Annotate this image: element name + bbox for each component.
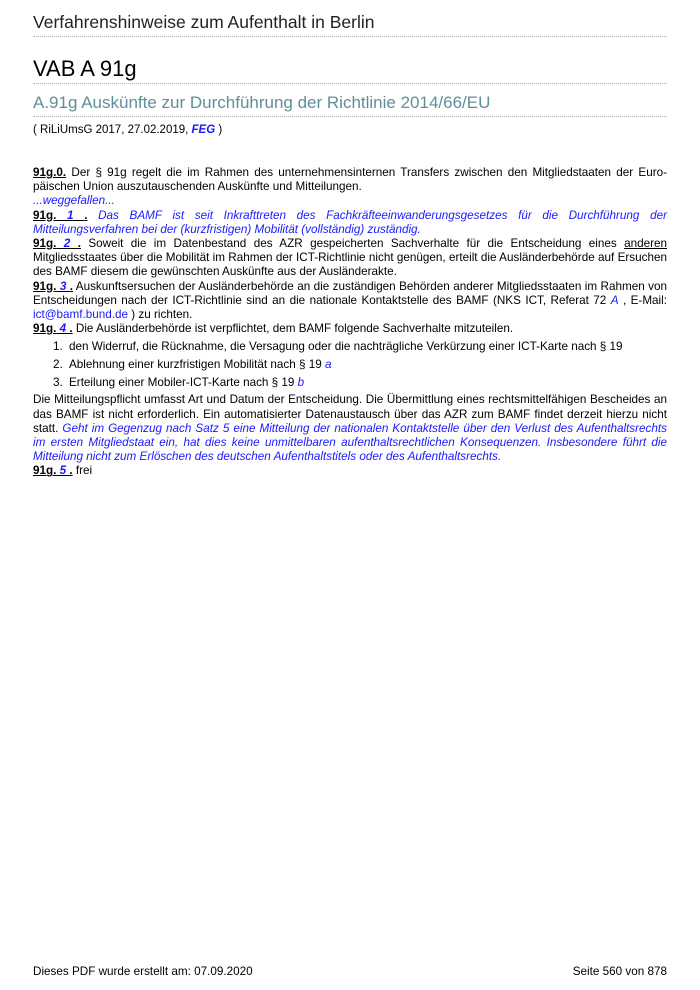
paragraph-text-cont: , E-Mail: [618,293,668,307]
footer-page-number: Seite 560 von 878 [572,965,667,978]
removed-note: ...weggefallen... [33,194,115,208]
paragraph-91g-4 [33,322,667,336]
paragraph-italic-text: Geht im Gegenzug nach Satz 5 eine Mitteilung der nationalen Kontaktstelle über den Verlust des Aufenthaltsrechts im ersten Mitgliedstaat ein, hat dies keine unmittelbaren aufenthaltsrechtlichen Konsequenzen. Insbesondere führt die Mitteilung nicht zum Erlöschen des deutschen Aufenthaltstitels oder des Aufenthaltsrechts. [33,421,667,464]
underlined-word: anderen [624,237,667,251]
referat-a-link[interactable]: A [610,293,619,307]
paragraph-text: Soweit die im Datenbestand des AZR gespeicherten Sachverhalte für die Entscheidung eines [80,237,625,251]
paragraph-text: Der § 91g regelt die im Rahmen des unternehmensinternen Transfers zwischen den Mitgliedstaaten der Euro-päischen Union auszutauschenden Auskünfte und Mitteilungen. [33,166,667,194]
source-line [33,124,222,136]
source-prefix: ( RiLiUmsG 2017, 27.02.2019, [33,124,192,136]
subtitle-divider [33,116,667,117]
section-title: A.91g Auskünfte zur Durchführung der Richtlinie 2014/66/EU [33,93,491,112]
paragraph-91g-2 [33,237,667,280]
feg-link[interactable]: FEG [191,124,216,136]
paragraph-ref[interactable]: 91g. 1 . [33,208,88,222]
paragraph-text: Das BAMF ist seit Inkrafttreten des Fachkräfteeinwanderungsgesetzes für die Durchführung der Mitteilungsverfahren bei der (kurzfristigen) Mobilität (vollständig) zuständig. [33,208,667,236]
section-19b-link[interactable]: b [297,376,305,390]
paragraph-notification-details [33,393,667,464]
section-19a-link[interactable]: a [324,358,332,372]
paragraph-ref[interactable]: 91g. 2 . [33,237,81,251]
title-divider [33,83,667,84]
header-title: Verfahrenshinweise zum Aufenthalt in Berlin [33,12,375,32]
paragraph-ref[interactable]: 91g. 5 . [33,464,73,478]
list-item: 2. Ablehnung einer kurzfristigen Mobilität nach § 19 a [53,358,332,372]
paragraph-text: Die Ausländerbehörde ist verpflichtet, dem BAMF folgende Sachverhalte mitzuteilen. [72,322,514,336]
paragraph-91g-0 [33,166,667,194]
paragraph-ref[interactable]: 91g.0. [33,166,67,179]
list-item: 3. Erteilung einer Mobiler-ICT-Karte nach § 19 b [53,376,305,390]
document-body [33,166,667,479]
paragraph-ref[interactable]: 91g. 3 . [33,279,73,293]
paragraph-ref[interactable]: 91g. 4 . [33,322,73,336]
paragraph-91g-1 [33,209,667,237]
header-divider [33,36,667,37]
paragraph-91g-3 [33,280,667,323]
paragraph-text: Die Mitteilungspflicht umfasst Art und Datum der Entscheidung. Die Übermittlung eines rechtsmittelfähigen Bescheides an das BAMF ist nicht erforderlich. Ein automatisierter Datenaustausch über das AZR zum BAMF findet derzeit hierzu nicht statt. [33,393,667,435]
source-suffix: ) [215,124,223,136]
paragraph-text: Auskunftsersuchen der Ausländerbehörde an die zuständigen Behörden anderer Mitgliedsstaaten im Rahmen von Entscheidungen nach der ICT-Richtlinie sind an die nationale Kontaktstelle des BAMF (NKS ICT, Referat 72 [33,279,667,307]
paragraph-text-end: ) zu richten. [128,308,193,322]
list-item: 1. den Widerruf, die Rücknahme, die Versagung oder die nachträgliche Verkürzung einer ICT-Karte nach § 19 [53,340,623,354]
paragraph-text: frei [72,464,93,478]
footer-created-date: Dieses PDF wurde erstellt am: 07.09.2020 [33,965,253,978]
document-title: VAB A 91g [33,56,137,81]
notification-list [33,339,667,393]
email-link[interactable]: ict@bamf.bund.de [33,308,129,322]
paragraph-text-cont: Mitgliedsstaates über die Mobilität im Rahmen der ICT-Richtlinie nicht genügen, erteilt die Ausländerbehörde auf Ersuchen des BAMF diesem die gewünschten Auskünfte aus der Ausländerakte. [33,251,667,279]
paragraph-91g-5 [33,464,667,478]
